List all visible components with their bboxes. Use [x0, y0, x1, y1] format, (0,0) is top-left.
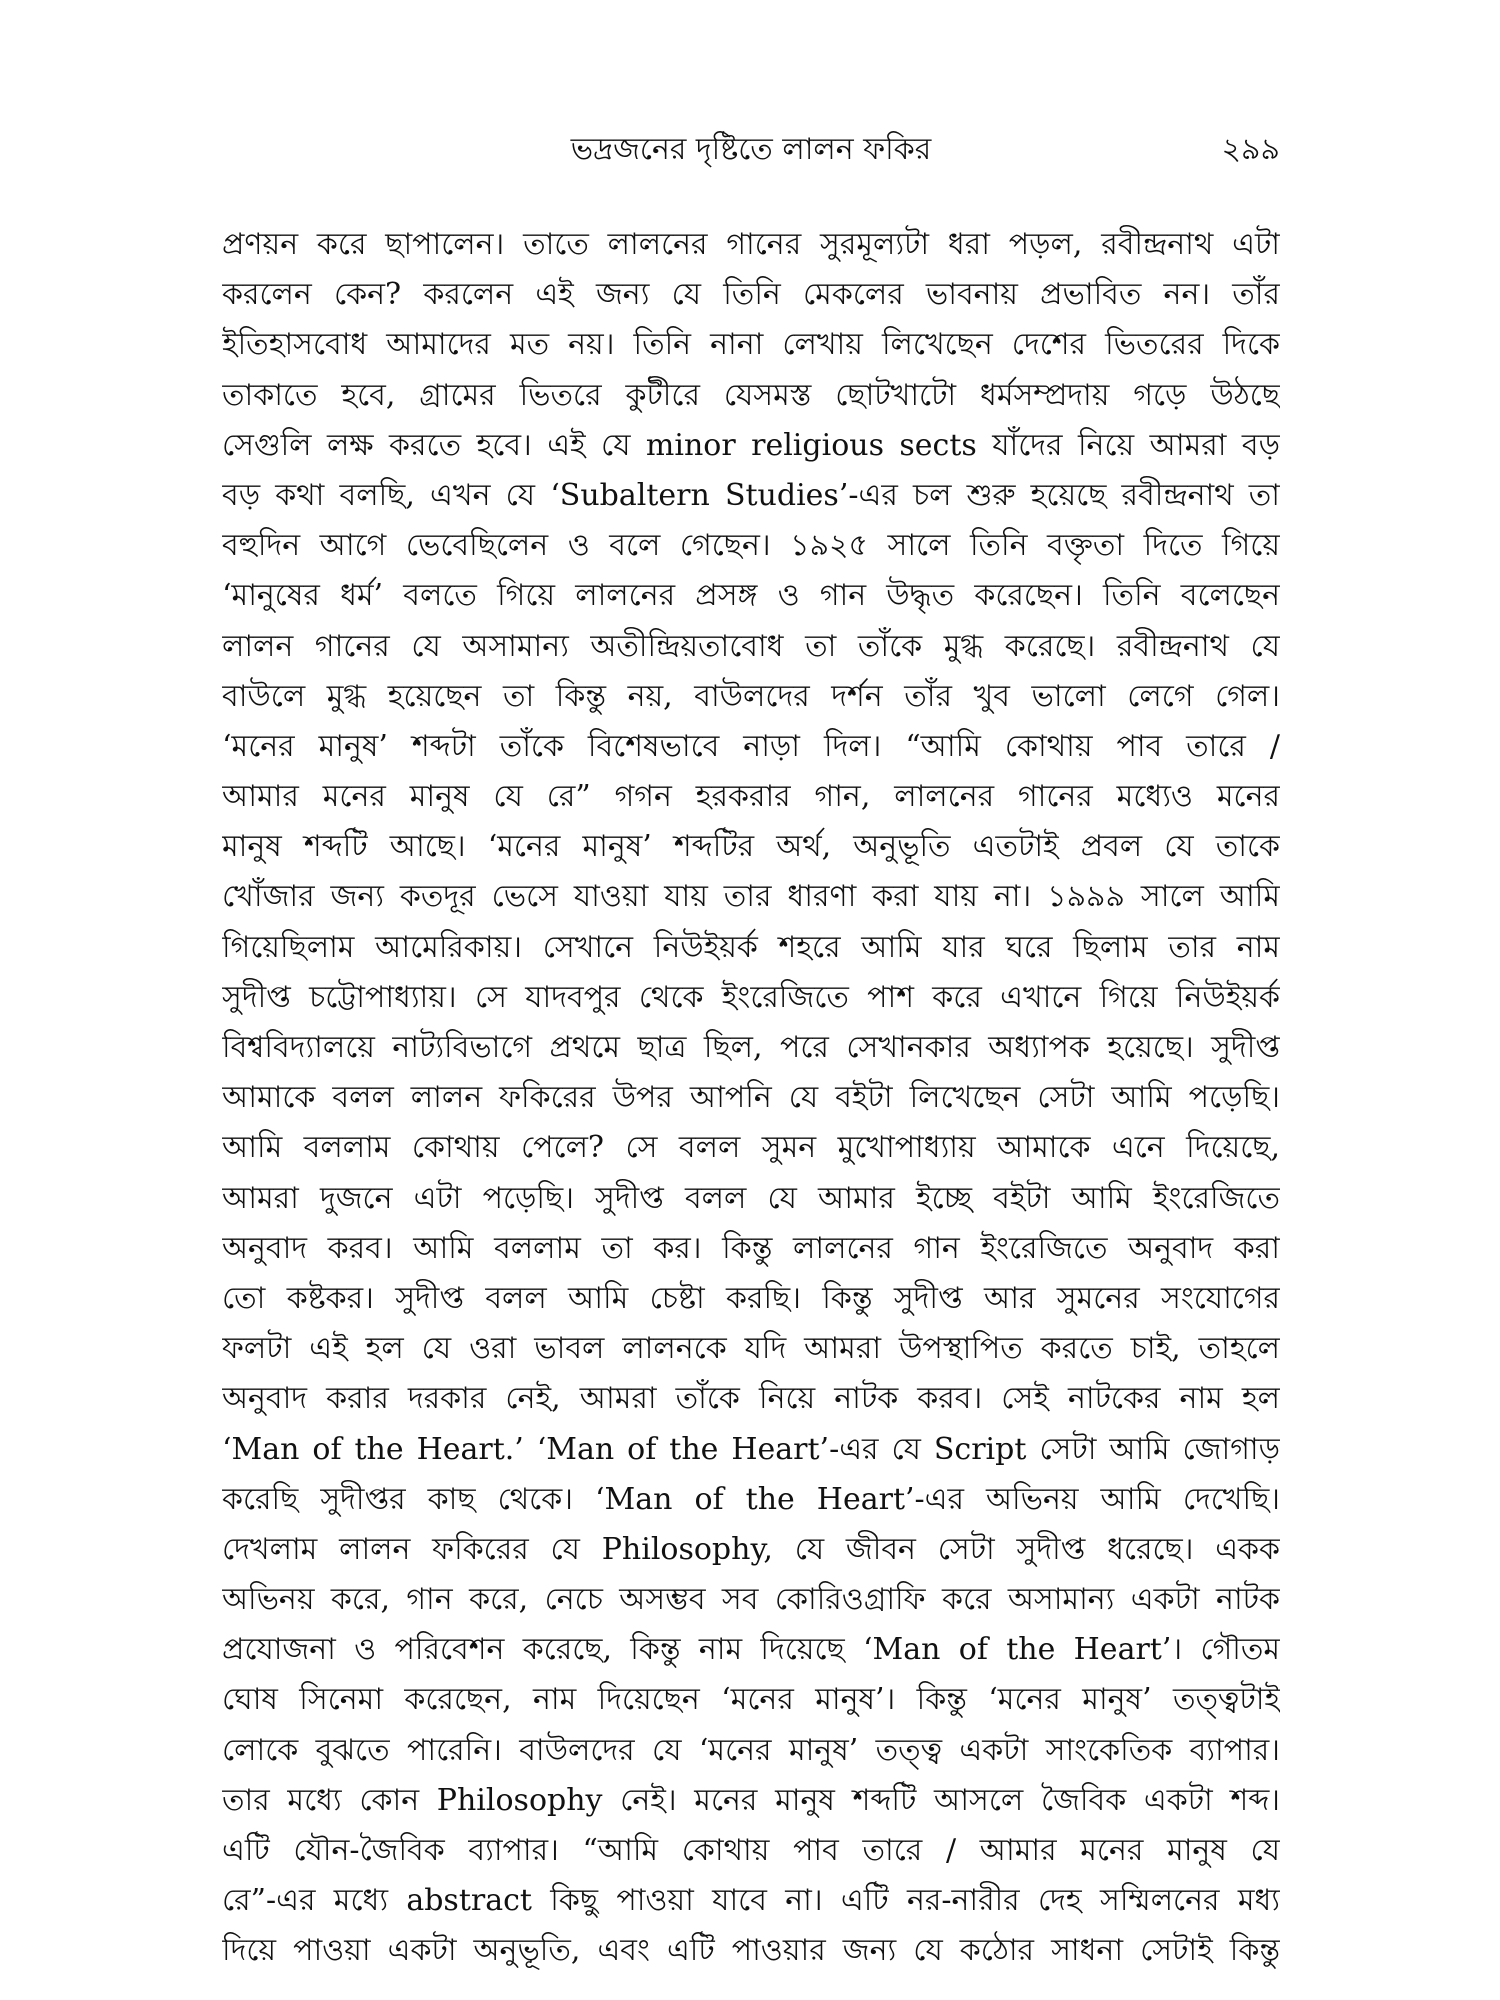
text-line: প্রণয়ন করে ছাপালেন। তাতে লালনের গানের সুরমূল্যটা ধরা পড়ল, রবীন্দ্রনাথ এটা	[222, 227, 1280, 262]
text-line: লালন গানের যে অসামান্য অতীন্দ্রিয়তাবোধ তা তাঁকে মুগ্ধ করেছে। রবীন্দ্রনাথ যে	[222, 628, 1280, 664]
text-line: ‘Man of the Heart.’ ‘Man of the Heart’-এর যে Script সেটা আমি জোগাড়	[222, 1431, 1280, 1467]
text-line: সেগুলি লক্ষ করতে হবে। এই যে minor religious sects যাঁদের নিয়ে আমরা বড়	[222, 427, 1280, 463]
running-title: ভদ্রজনের দৃষ্টিতে লালন ফকির	[570, 132, 932, 167]
text-line: গিয়েছিলাম আমেরিকায়। সেখানে নিউইয়র্ক শহরে আমি যার ঘরে ছিলাম তার নাম	[222, 929, 1280, 965]
text-line: প্রযোজনা ও পরিবেশন করেছে, কিন্তু নাম দিয়েছে ‘Man of the Heart’। গৌতম	[222, 1632, 1280, 1668]
text-line: মানুষ শব্দটি আছে। ‘মনের মানুষ’ শব্দটির অর্থ, অনুভূতি এতটাই প্রবল যে তাকে	[222, 829, 1280, 865]
text-line: ফলটা এই হল যে ওরা ভাবল লালনকে যদি আমরা উপস্থাপিত করতে চাই, তাহলে	[222, 1331, 1280, 1367]
text-line: ‘মনের মানুষ’ শব্দটা তাঁকে বিশেষভাবে নাড়া দিল। “আমি কোথায় পাব তারে /	[222, 728, 1280, 764]
text-line: অনুবাদ করার দরকার নেই, আমরা তাঁকে নিয়ে নাটক করব। সেই নাটকের নাম হল	[222, 1381, 1280, 1417]
text-line: অভিনয় করে, গান করে, নেচে অসম্ভব সব কোরিওগ্রাফি করে অসামান্য একটা নাটক	[222, 1582, 1280, 1618]
text-line: দিয়ে পাওয়া একটা অনুভূতি, এবং এটি পাওয়ার জন্য যে কঠোর সাধনা সেটাই কিন্তু	[222, 1933, 1280, 1969]
text-line: তাকাতে হবে, গ্রামের ভিতরে কুটীরে যেসমস্ত ছোটখাটো ধর্মসম্প্রদায় গড়ে উঠছে	[222, 377, 1280, 413]
text-line: আমার মনের মানুষ যে রে” গগন হরকরার গান, লালনের গানের মধ্যেও মনের	[222, 779, 1280, 815]
text-line: রে”-এর মধ্যে abstract কিছু পাওয়া যাবে না। এটি নর-নারীর দেহ সম্মিলনের মধ্য	[222, 1883, 1280, 1919]
text-line: ‘মানুষের ধর্ম’ বলতে গিয়ে লালনের প্রসঙ্গ ও গান উদ্ধৃত করেছেন। তিনি বলেছেন	[222, 578, 1280, 614]
text-line: বাউলে মুগ্ধ হয়েছেন তা কিন্তু নয়, বাউলদের দর্শন তাঁর খুব ভালো লেগে গেল।	[222, 678, 1280, 714]
text-line: বিশ্ববিদ্যালয়ে নাট্যবিভাগে প্রথমে ছাত্র ছিল, পরে সেখানকার অধ্যাপক হয়েছে। সুদীপ্ত	[222, 1030, 1280, 1065]
text-line: ঘোষ সিনেমা করেছেন, নাম দিয়েছেন ‘মনের মানুষ’। কিন্তু ‘মনের মানুষ’ তত্ত্বটাই	[222, 1682, 1280, 1718]
text-line: লোকে বুঝতে পারেনি। বাউলদের যে ‘মনের মানুষ’ তত্ত্ব একটা সাংকেতিক ব্যাপার।	[222, 1732, 1280, 1768]
text-line: আমরা দুজনে এটা পড়েছি। সুদীপ্ত বলল যে আমার ইচ্ছে বইটা আমি ইংরেজিতে	[222, 1180, 1280, 1216]
text-line: করেছি সুদীপ্তর কাছ থেকে। ‘Man of the Heart’-এর অভিনয় আমি দেখেছি।	[222, 1481, 1280, 1517]
text-line: ইতিহাসবোধ আমাদের মত নয়। তিনি নানা লেখায় লিখেছেন দেশের ভিতরের দিকে	[222, 327, 1280, 363]
text-line: আমি বললাম কোথায় পেলে? সে বলল সুমন মুখোপাধ্যায় আমাকে এনে দিয়েছে,	[222, 1130, 1280, 1166]
text-line: এটি যৌন-জৈবিক ব্যাপার। “আমি কোথায় পাব তারে / আমার মনের মানুষ যে	[222, 1833, 1280, 1868]
text-line: তো কষ্টকর। সুদীপ্ত বলল আমি চেষ্টা করছি। কিন্তু সুদীপ্ত আর সুমনের সংযোগের	[222, 1280, 1280, 1316]
text-line: তার মধ্যে কোন Philosophy নেই। মনের মানুষ শব্দটি আসলে জৈবিক একটা শব্দ।	[222, 1782, 1280, 1818]
text-line: দেখলাম লালন ফকিরের যে Philosophy, যে জীবন সেটা সুদীপ্ত ধরেছে। একক	[222, 1531, 1280, 1567]
text-line: সুদীপ্ত চট্টোপাধ্যায়। সে যাদবপুর থেকে ইংরেজিতে পাশ করে এখানে গিয়ে নিউইয়র্ক	[222, 979, 1280, 1015]
text-line: বহুদিন আগে ভেবেছিলেন ও বলে গেছেন। ১৯২৫ সালে তিনি বক্তৃতা দিতে গিয়ে	[222, 528, 1280, 564]
text-line: খোঁজার জন্য কতদূর ভেসে যাওয়া যায় তার ধারণা করা যায় না। ১৯৯৯ সালে আমি	[222, 879, 1280, 915]
page-number: ২৯৯	[1221, 132, 1280, 167]
text-line: আমাকে বলল লালন ফকিরের উপর আপনি যে বইটা লিখেছেন সেটা আমি পড়েছি।	[222, 1080, 1280, 1116]
body-text	[222, 220, 1280, 1977]
text-line: করলেন কেন? করলেন এই জন্য যে তিনি মেকলের ভাবনায় প্রভাবিত নন। তাঁর	[222, 277, 1280, 313]
text-line: অনুবাদ করব। আমি বললাম তা কর। কিন্তু লালনের গান ইংরেজিতে অনুবাদ করা	[222, 1230, 1280, 1266]
running-header	[222, 128, 1280, 172]
text-line: বড় কথা বলছি, এখন যে ‘Subaltern Studies’-এর চল শুরু হয়েছে রবীন্দ্রনাথ তা	[222, 477, 1280, 513]
